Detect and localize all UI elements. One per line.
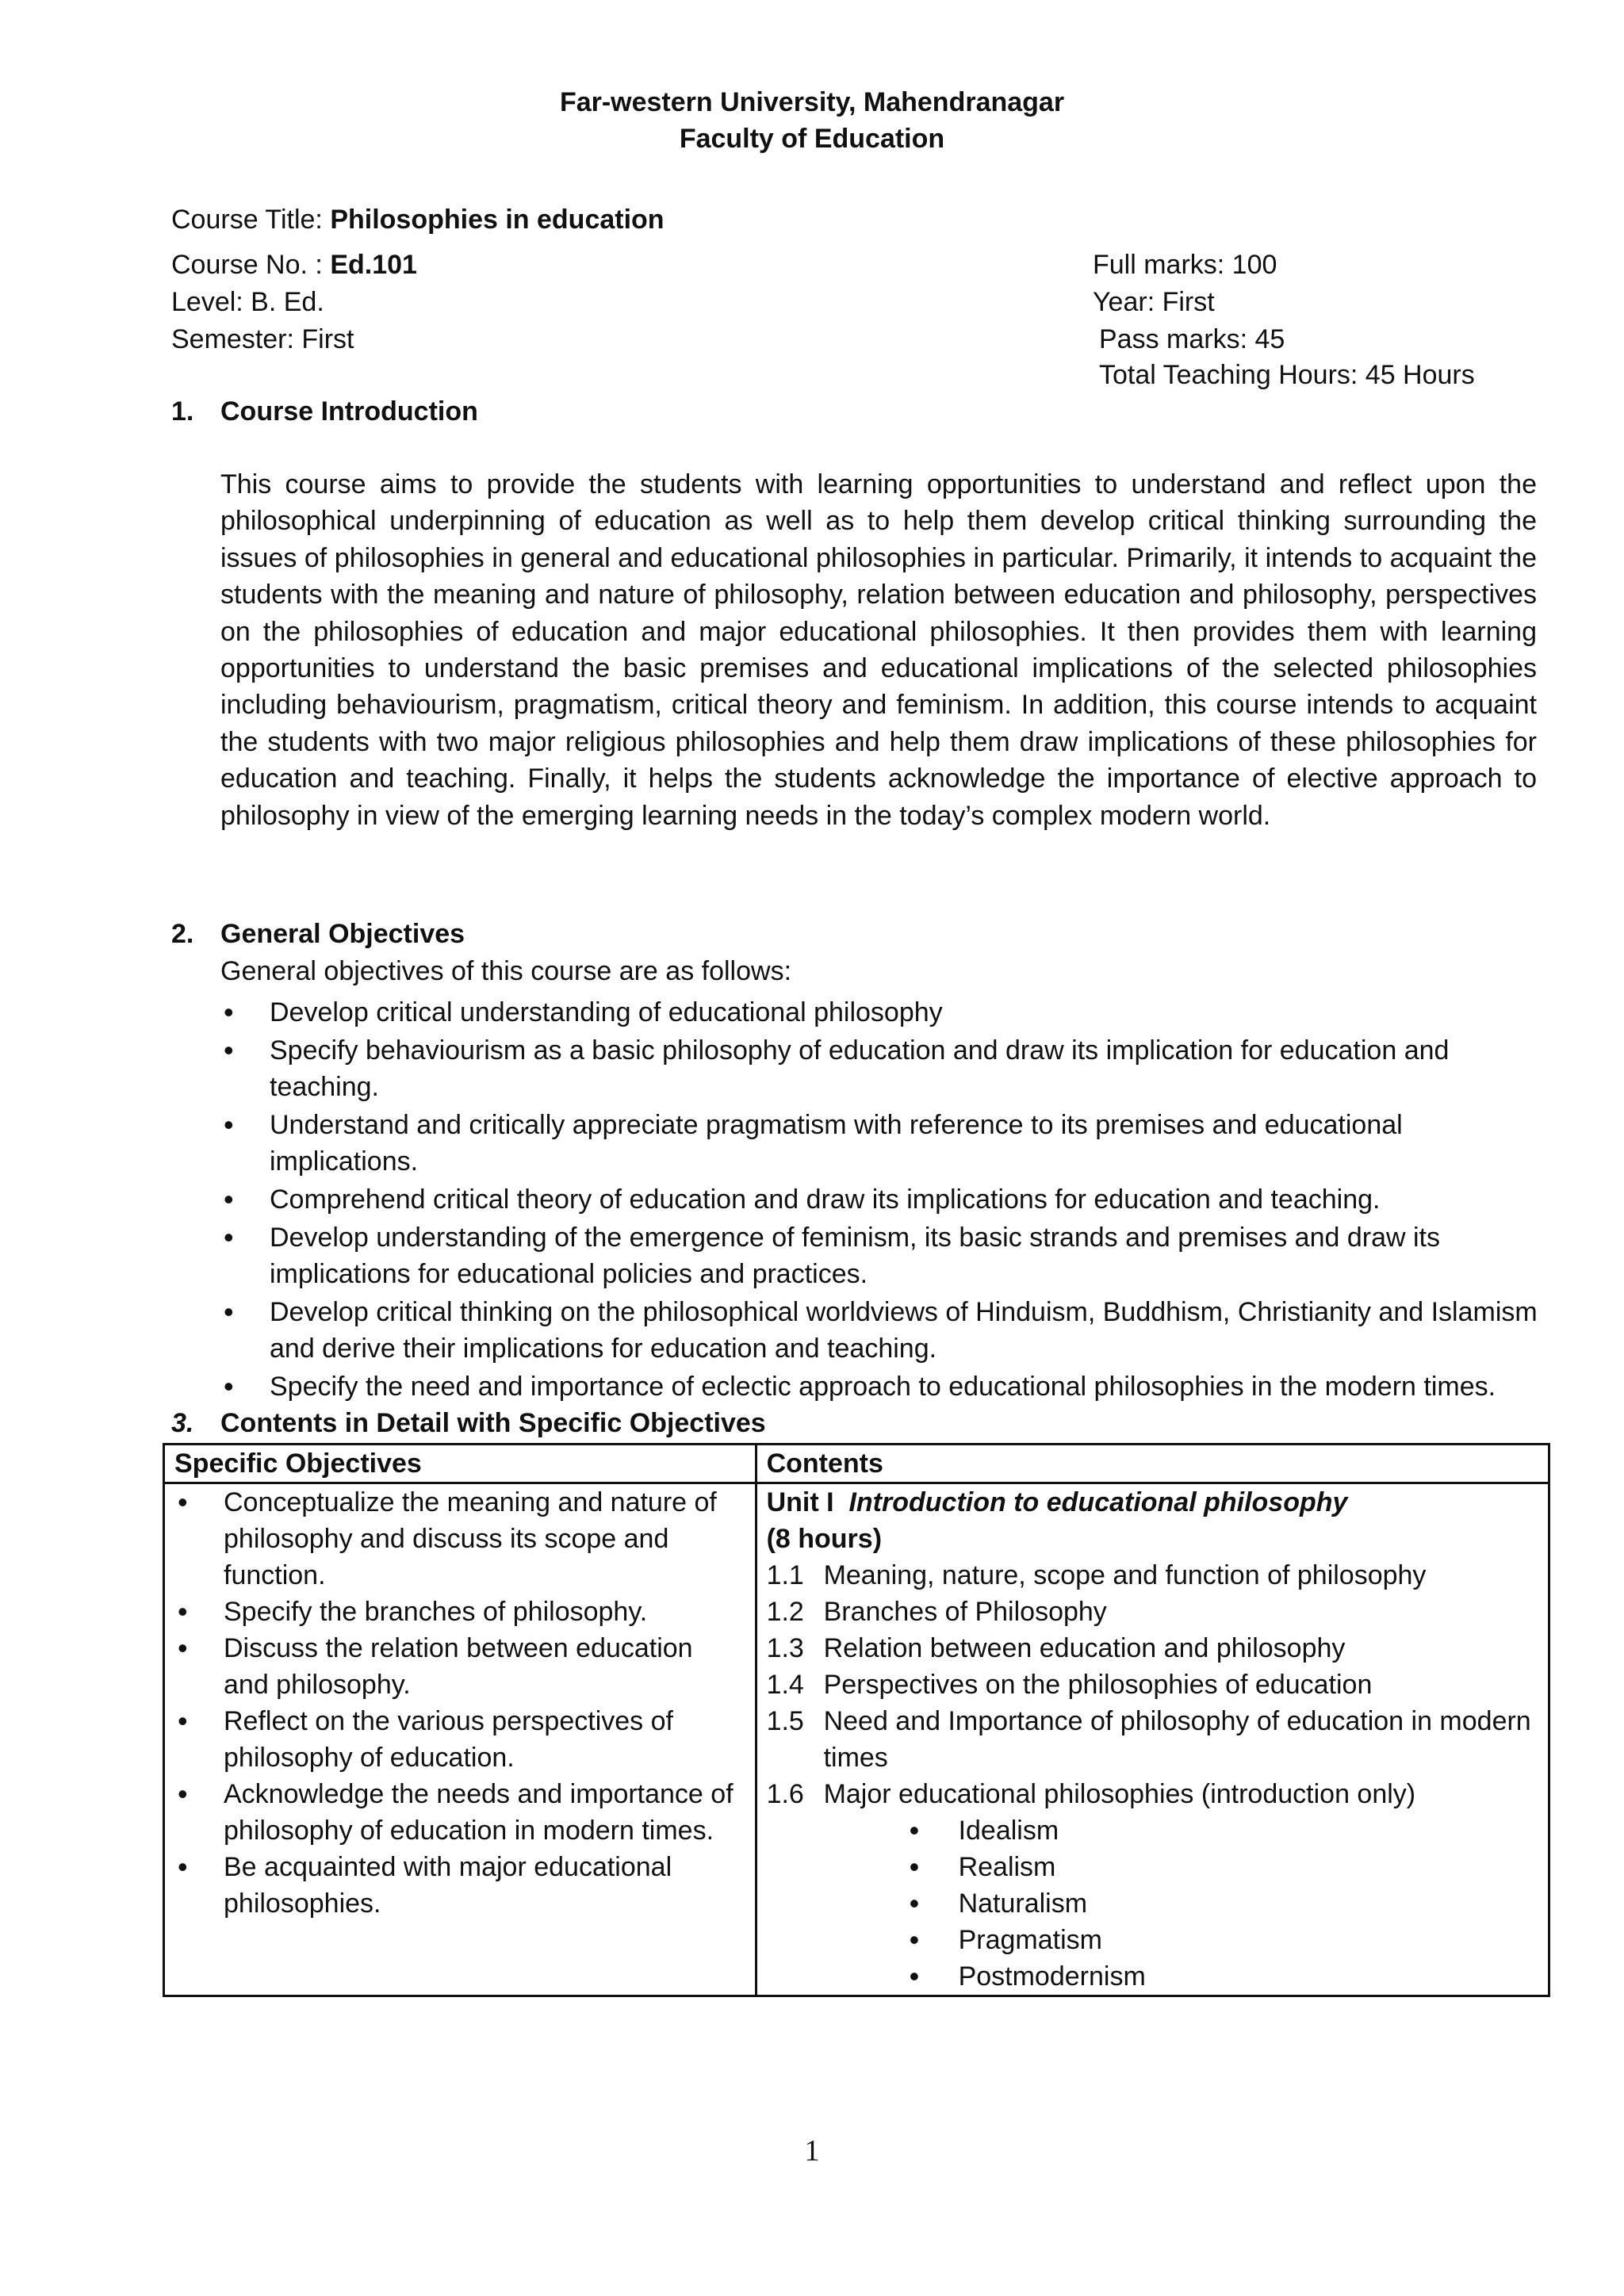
general-objectives-list [220, 994, 1553, 1406]
section-3-title: Contents in Detail with Specific Objectives [220, 1408, 766, 1438]
list-item: • Understand and critically appreciate pragmatism with reference to its premises and educational implications. [220, 1107, 1553, 1180]
list-item: • Postmodernism [910, 1958, 1538, 1995]
course-title-label: Course Title: [171, 205, 331, 235]
section-3-heading [171, 1405, 766, 1441]
contents-table [163, 1443, 1550, 1997]
teaching-hours: Total Teaching Hours: 45 Hours [1099, 360, 1475, 390]
list-item: 1.5 Need and Importance of philosophy of education in modern times [766, 1706, 1531, 1773]
list-item: 1.1 Meaning, nature, scope and function of philosophy [766, 1560, 1427, 1590]
list-item: • Specify the branches of philosophy. [174, 1594, 745, 1630]
course-semester: Semester: First [171, 324, 354, 354]
general-objectives-intro: General objectives of this course are as follows: [220, 956, 792, 986]
list-item: 1.4 Perspectives on the philosophies of education [766, 1670, 1373, 1700]
course-no-line [171, 247, 417, 283]
list-item: • Discuss the relation between education and philosophy. [174, 1630, 745, 1703]
list-item: • Acknowledge the needs and importance of philosophy of education in modern times. [174, 1776, 745, 1849]
faculty-name: Faculty of Education [679, 124, 945, 154]
unit-hours: (8 hours) [766, 1524, 883, 1554]
list-item: • Realism [910, 1849, 1538, 1885]
unit-contents-list [767, 1557, 1538, 1812]
list-item: • Comprehend critical theory of education and draw its implications for education and teaching. [220, 1181, 1553, 1218]
list-item: • Develop understanding of the emergence of feminism, its basic strands and premises and draw its implications for educational policies and practices. [220, 1219, 1553, 1292]
section-2-heading [171, 916, 465, 952]
section-1-number: 1. [171, 396, 194, 427]
unit-title: Introduction to educational philosophy [848, 1487, 1348, 1517]
list-item: • Idealism [910, 1812, 1538, 1849]
list-item: • Develop critical understanding of educational philosophy [220, 994, 1553, 1031]
list-item: • Specify the need and importance of eclectic approach to educational philosophies in the modern times. [220, 1368, 1553, 1405]
university-name: Far-western University, Mahendranagar [559, 87, 1065, 117]
unit-label: Unit I [766, 1487, 834, 1517]
specific-objectives-list [174, 1484, 745, 1922]
section-1-heading [171, 393, 478, 430]
section-2-number: 2. [171, 919, 194, 949]
full-marks: Full marks: 100 [1093, 250, 1277, 280]
section-3-number: 3. [171, 1408, 194, 1438]
table-row [164, 1483, 1549, 1996]
course-title-value: Philosophies in education [330, 205, 665, 235]
course-introduction-paragraph: This course aims to provide the students with learning opportunities to understand and reflect upon the philosophical underpinning of education as well as to help them develop critical thinking surrounding the issues of philosophies in general and educational philosophies in particular. Primarily, it intends to acquaint the students with the meaning and nature of philosophy, relation between education and philosophy, perspectives on the philosophies of education and major educational philosophies. It then provides them with learning opportunities to understand the basic premises and educational implications of the selected philosophies including behaviourism, pragmatism, critical theory and feminism. In addition, this course intends to acquaint the students with two major religious philosophies and help them draw implications of these philosophies for education and teaching. Finally, it helps the students acknowledge the importance of elective approach to philosophy in view of the emerging learning needs in the today’s complex modern world. [220, 469, 1537, 831]
list-item: • Naturalism [910, 1885, 1538, 1922]
contents-cell [756, 1483, 1549, 1996]
list-item: • Pragmatism [910, 1922, 1538, 1958]
list-item: • Conceptualize the meaning and nature of philosophy and discuss its scope and function. [174, 1484, 745, 1594]
col-header-contents: Contents [756, 1445, 1549, 1483]
col-header-objectives: Specific Objectives [164, 1445, 756, 1483]
page-number: 1 [804, 2134, 820, 2168]
list-item: 1.3 Relation between education and philosophy [766, 1633, 1346, 1663]
course-no-value: Ed.101 [330, 250, 417, 280]
list-item: 1.2 Branches of Philosophy [766, 1597, 1107, 1627]
table-header-row [164, 1445, 1549, 1483]
list-item: 1.6 Major educational philosophies (introduction only) [766, 1779, 1416, 1809]
unit-heading [767, 1484, 1538, 1521]
course-level: Level: B. Ed. [171, 287, 324, 317]
list-item: • Develop critical thinking on the philosophical worldviews of Hinduism, Buddhism, Christianity and Islamism and derive their implications for education and teaching. [220, 1294, 1553, 1367]
philosophies-list [767, 1812, 1538, 1995]
section-2-title: General Objectives [220, 919, 465, 949]
course-title-line [171, 201, 665, 238]
list-item: • Be acquainted with major educational philosophies. [174, 1849, 745, 1922]
course-year: Year: First [1093, 287, 1215, 317]
list-item: • Reflect on the various perspectives of philosophy of education. [174, 1703, 745, 1776]
pass-marks: Pass marks: 45 [1099, 324, 1285, 354]
objectives-cell [164, 1483, 756, 1996]
course-no-label: Course No. : [171, 250, 331, 280]
list-item: • Specify behaviourism as a basic philosophy of education and draw its implication for education and teaching. [220, 1032, 1553, 1105]
section-1-title: Course Introduction [220, 396, 478, 427]
